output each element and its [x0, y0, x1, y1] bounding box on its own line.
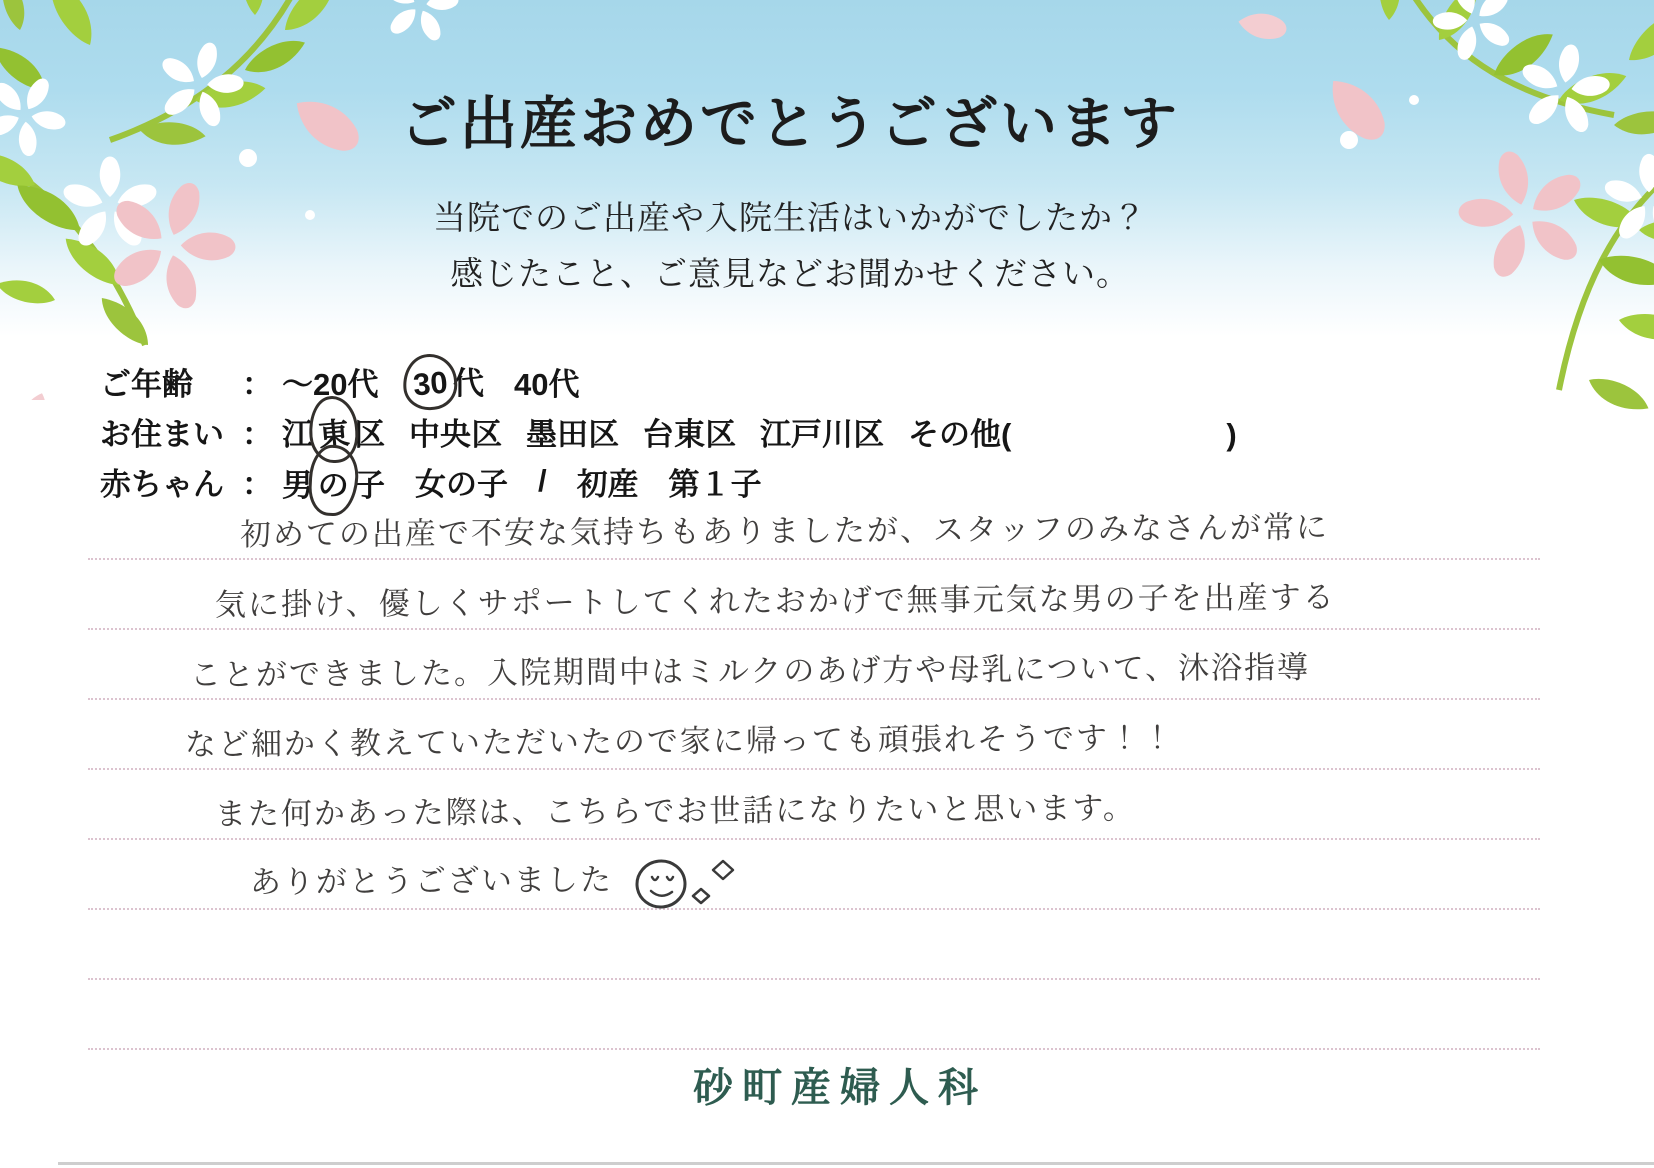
- respondent-info-form: [100, 356, 1237, 506]
- comment-line: [88, 840, 1540, 910]
- baby-slash-separator: /: [538, 463, 547, 498]
- residence-option-edogawa: 江戸川区: [760, 416, 884, 452]
- age-colon: ：: [242, 366, 273, 402]
- age-option-40s: 40代: [513, 366, 580, 402]
- page-title: ご出産おめでとうございます: [400, 92, 1180, 156]
- age-row: [100, 356, 1237, 406]
- handwritten-text: 初めての出産で不安な気持ちもありましたが、スタッフのみなさんが常に: [239, 509, 1330, 553]
- baby-label: 赤ちゃん: [100, 466, 224, 502]
- handwritten-text: ありがとうございました: [249, 862, 614, 900]
- comment-line: [88, 770, 1540, 840]
- age-option-under20s: ～20代: [282, 366, 379, 402]
- baby-option-boy-selected: 男 の 子: [282, 457, 385, 506]
- comment-area: [88, 490, 1540, 1050]
- subtitle-line-1: 当院でのご出産や入院生活はいかがでしたか？: [433, 199, 1147, 236]
- residence-option-sumida: 墨田区: [526, 416, 619, 452]
- age-label: ご年齢: [100, 366, 193, 402]
- clinic-name: 砂町産婦人科: [693, 1066, 987, 1110]
- residence-option-other: その他( ): [908, 416, 1237, 452]
- scan-edge-artifact: [58, 1162, 1654, 1165]
- residence-row: [100, 406, 1237, 456]
- handwritten-text: また何かあった際は、こちらでお世話になりたいと思います。: [214, 790, 1136, 832]
- handwritten-text: 気に掛け、優しくサポートしてくれたおかげで無事元気な男の子を出産する: [214, 579, 1336, 623]
- comment-line: [88, 560, 1540, 630]
- baby-option-girl: 女の子: [415, 466, 508, 502]
- comment-line: [88, 700, 1540, 770]
- circle-annotation: 30: [401, 351, 460, 412]
- sky-gradient-background: [0, 0, 1654, 358]
- handwritten-text: など細かく教えていただいたので家に帰っても頑張れそうです！！: [184, 720, 1176, 763]
- residence-option-taito: 台東区: [643, 416, 736, 452]
- comment-line: [88, 490, 1540, 560]
- smiley-face-icon: [631, 850, 741, 912]
- residence-label: お住まい: [100, 416, 224, 452]
- age-option-30s-selected: 30 代: [408, 358, 483, 405]
- circle-annotation: 東: [306, 393, 361, 464]
- handwritten-text: ことができました。入院期間中はミルクのあげ方や母乳について、沐浴指導: [189, 649, 1311, 693]
- comment-line-empty: [88, 910, 1540, 980]
- residence-colon: ：: [242, 416, 273, 452]
- baby-option-first-birth: 初産: [576, 466, 639, 502]
- comment-line-empty: [88, 980, 1540, 1050]
- subtitle-line-2: 感じたこと、ご意見などお聞かせください。: [450, 255, 1130, 292]
- circle-annotation: の: [307, 443, 360, 516]
- baby-option-first-child: 第１子: [668, 466, 762, 502]
- comment-line: [88, 630, 1540, 700]
- residence-option-koto-selected: 江 東区: [282, 406, 385, 457]
- residence-option-chuo: 中央区: [409, 416, 502, 452]
- sparkle-diamonds-icon: [693, 861, 733, 903]
- baby-colon: ：: [242, 466, 273, 502]
